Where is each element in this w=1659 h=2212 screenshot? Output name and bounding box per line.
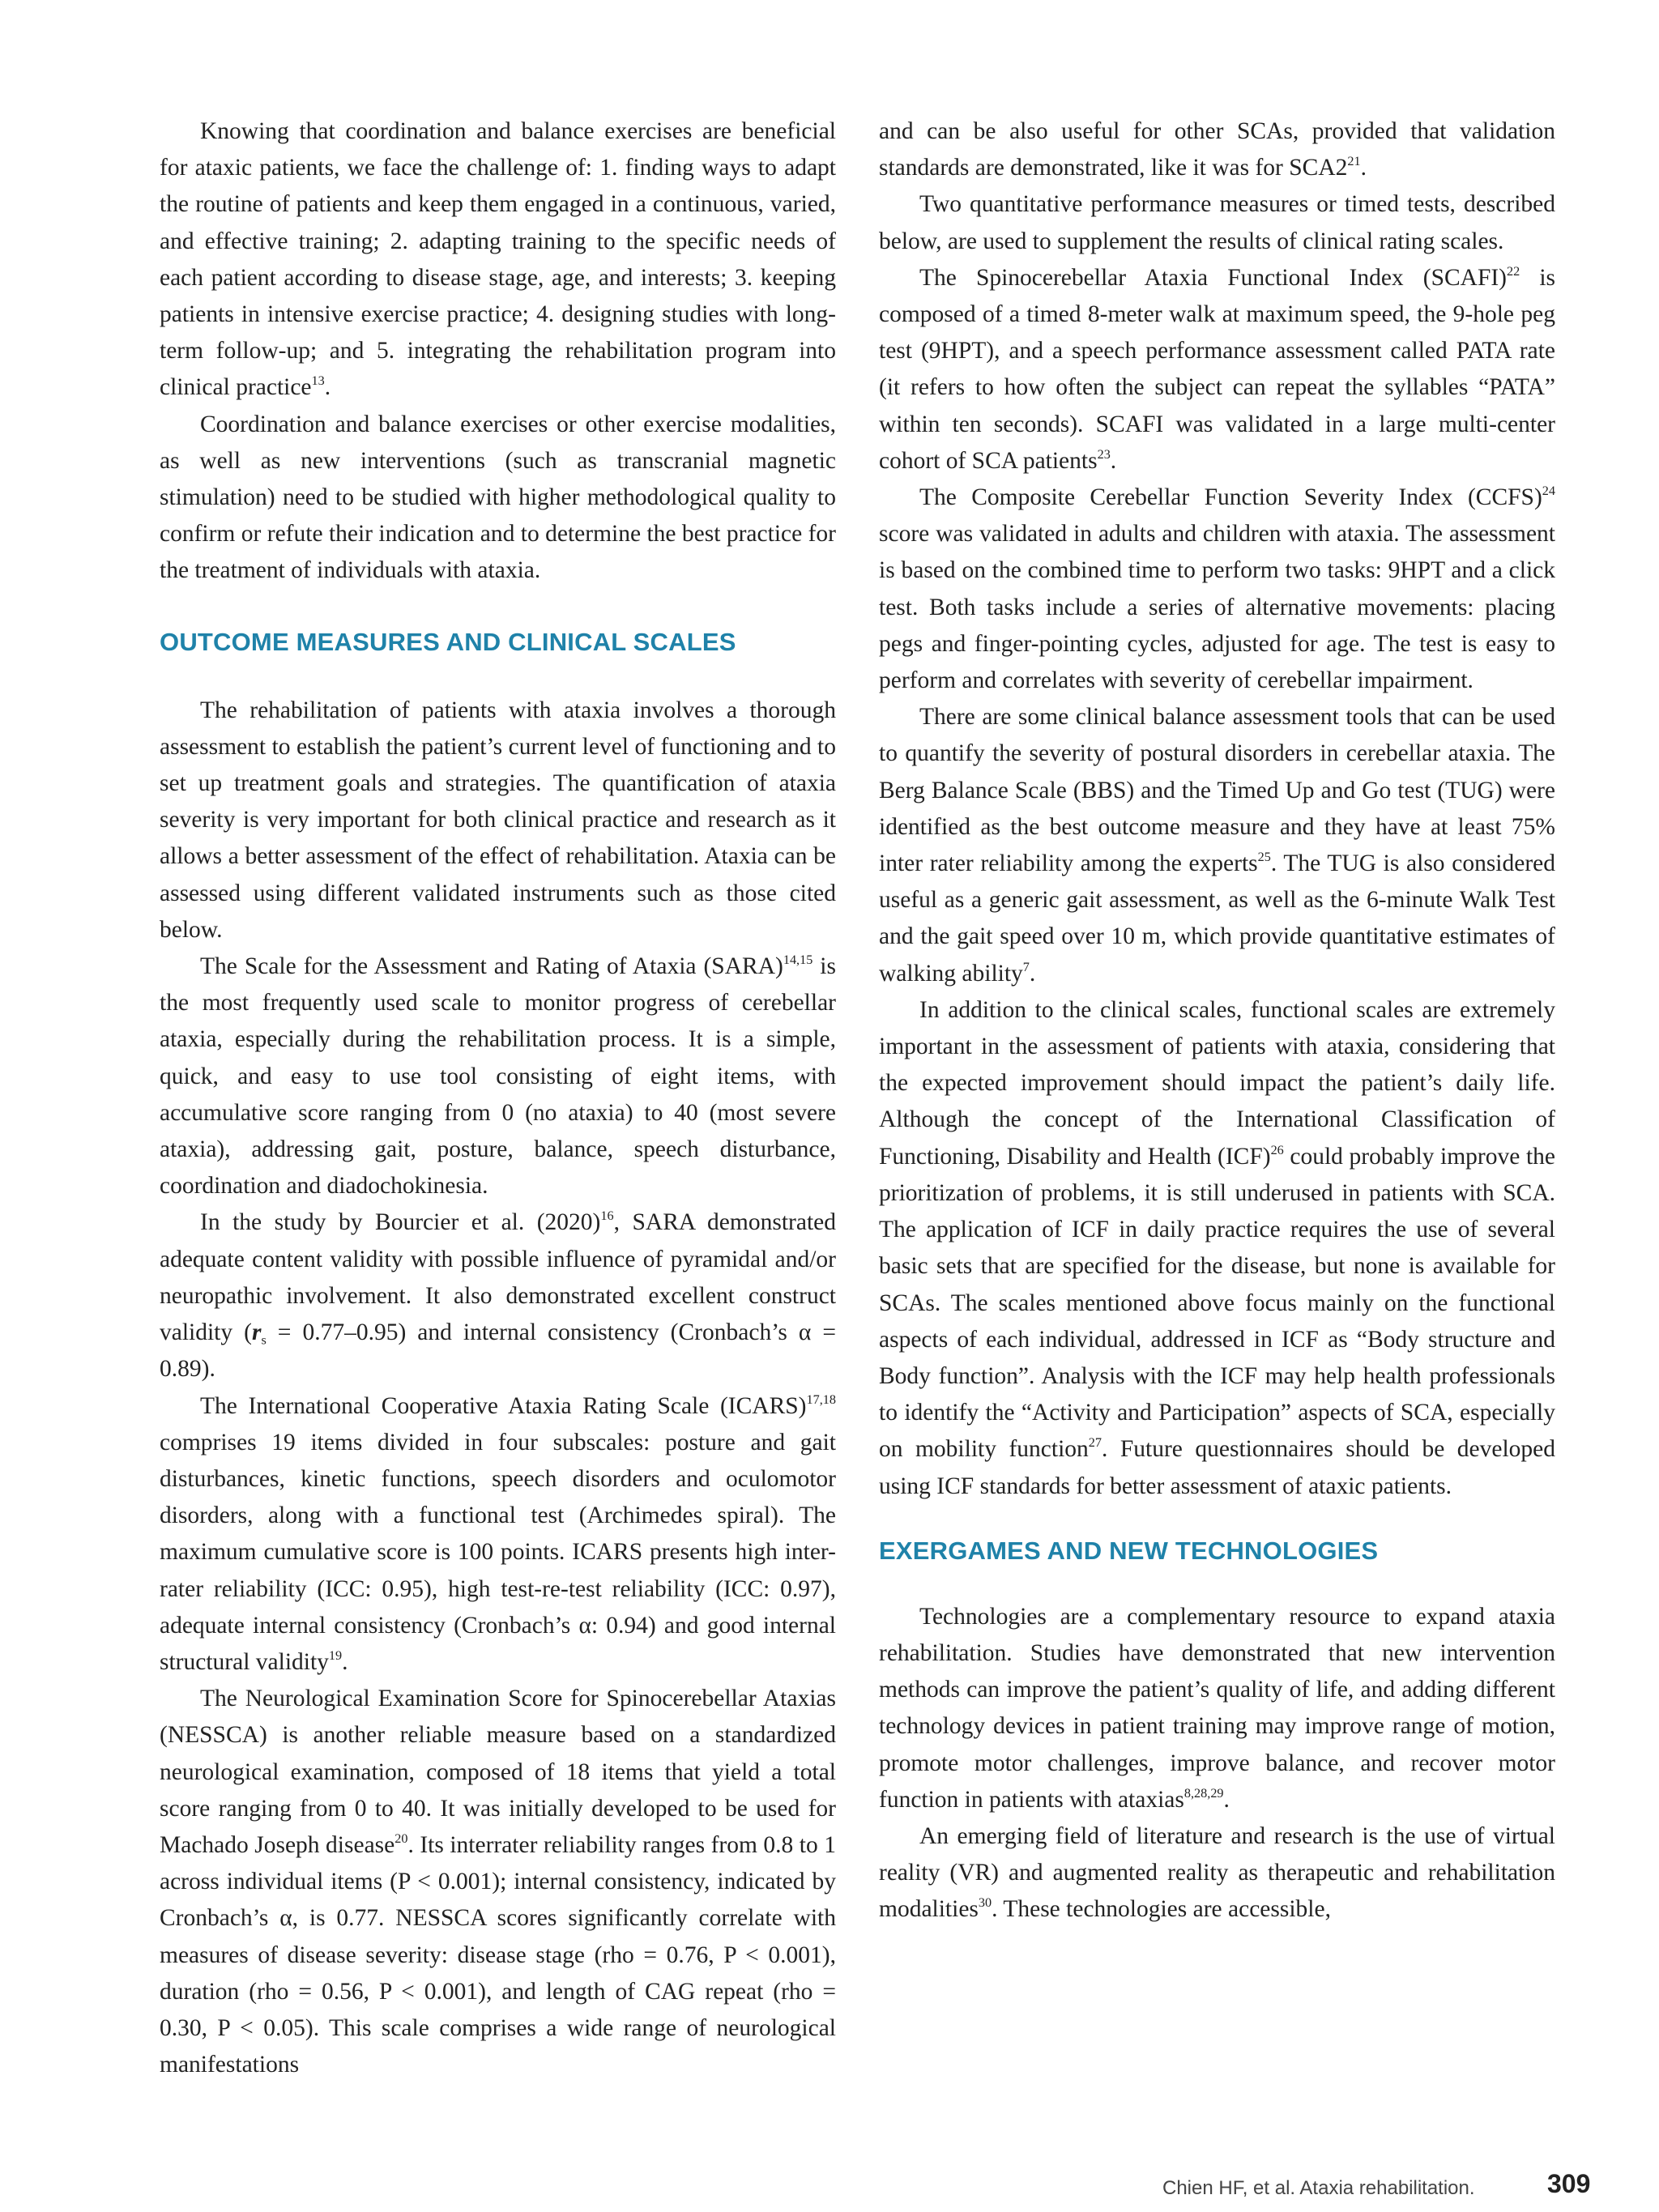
- reference: 22: [1507, 263, 1520, 279]
- paragraph: The Spinocerebellar Ataxia Functional Index (SCAFI)$^{22}$ is composed of a timed 8-meter walk at maximum speed, the 9-hole peg test (9HPT), and a speech performance assessment called PATA rate (it refers to how often the subject can repeat the syllables “PATA” within ten seconds). SCAFI was validated in a large multi-center cohort of SCA patients$^{23}$.: [879, 263, 1555, 474]
- paragraph: The rehabilitation of patients with ataxia involves a thorough assessment to establish the patient’s current level of functioning and to set up treatment goals and strategies. The quantification of ataxia severity is very important for both clinical practice and research as it allows a better assessment of the effect of rehabilitation. Ataxia can be assessed using different validated instruments such as those cited below.: [160, 697, 836, 943]
- paragraph: The Scale for the Assessment and Rating of Ataxia (SARA)$^{14,15}$ is the most frequently used scale to monitor progress of cerebellar ataxia, especially during the rehabilitation process. It is a simple, quick, and easy to use tool consisting of eight items, with accumulative score ranging from 0 (no ataxia) to 40 (most severe ataxia), addressing gait, posture, balance, speech disturbance, coordination and diadochokinesia.: [160, 952, 836, 1200]
- paragraph: Technologies are a complementary resource to expand ataxia rehabilitation. Studies have demonstrated that new intervention methods can improve the patient’s quality of life, and adding different technology devices in patient training may improve range of motion, promote motor challenges, improve balance, and recover motor function in patients with ataxias$^{8,28,29}$.: [879, 1603, 1555, 1813]
- reference: 21: [1347, 154, 1361, 169]
- reference: 24: [1542, 483, 1555, 498]
- reference: 8,28,29: [1183, 1785, 1224, 1801]
- paragraph: An emerging field of literature and research is the use of virtual reality (VR) and augmented reality as therapeutic and rehabilitation modalities$^{30}$. These technologies are accessible,: [879, 1822, 1555, 1923]
- reference: 19: [328, 1647, 343, 1663]
- reference: 20: [394, 1831, 408, 1846]
- paragraph: In the study by Bourcier et al. $(2020)^{16}$, SARA demonstrated adequate content validity with possible influence of pyramidal and/or neuropathic involvement. It also demonstrated excellent construct validity $(r_s = 0.77-0.95)$ and internal consistency (Cronbach’s α = 0.89).: [160, 1208, 836, 1383]
- section-heading: OUTCOME MEASURES AND CLINICAL SCALES: [160, 627, 736, 656]
- reference: 14,15: [783, 952, 813, 967]
- paragraph: In addition to the clinical scales, functional scales are extremely important in the assessment of patients with ataxia, considering that the expected improvement should impact the patient’s daily life. Although the concept of the International Classification of Functioning, Disability and Health (ICF)$^{26}$ could probably improve the prioritization of problems, it is still underused in patients with SCA. The application of ICF in daily practice requires the use of several basic sets that are specified for the disease, but none is available for SCAs. The scales mentioned above focus mainly on the functional aspects of each individual, addressed in ICF as “Body structure and Body function”. Analysis with the ICF may help health professionals to identify the “Activity and Participation” aspects of SCA, especially on mobility function$^{27}$. Future questionnaires should be developed using ICF standards for better assessment of ataxic patients.: [879, 996, 1555, 1499]
- paragraph: The International Cooperative Ataxia Rating Scale (ICARS)$^{17,18}$ comprises 19 items divided in four subscales: posture and gait disturbances, kinetic functions, speech disorders and oculomotor disorders, along with a functional test (Archimedes spiral). The maximum cumulative score is 100 points. ICARS presents high inter-rater reliability (ICC: 0.95), high test-re-test reliability (ICC: 0.97), adequate internal consistency (Cronbach’s α: 0.94) and good internal structural validity$^{19}$.: [160, 1392, 836, 1675]
- reference: 16: [600, 1208, 614, 1224]
- right-column: [879, 113, 1555, 1929]
- section-heading: EXERGAMES AND NEW TECHNOLOGIES: [879, 1536, 1379, 1565]
- paragraph: The Composite Cerebellar Function Severity Index (CCFS)$^{24}$ score was validated in adults and children with ataxia. The assessment is based on the combined time to perform two tasks: 9HPT and a click test. Both tasks include a series of alternative movements: placing pegs and finger-pointing cycles, adjusted for age. The test is easy to perform and correlates with severity of cerebellar impairment.: [879, 483, 1555, 694]
- paragraph: The Neurological Examination Score for Spinocerebellar Ataxias (NESSCA) is another reliable measure based on a standardized neurological examination, composed of 18 items that yield a total score ranging from 0 to 40. It was initially developed to be used for Machado Joseph disease$^{20}$. Its interrater reliability ranges from 0.8 to 1 across individual items (P < 0.001); internal consistency, indicated by Cronbach’s α, is 0.77. NESSCA scores significantly correlate with measures of disease severity: disease stage (rho = 0.76, P < 0.001), duration (rho = 0.56, P < 0.001), and length of CAG repeat (rho = 0.30, P < 0.05). This scale comprises a wide range of neurological manifestations: [160, 1686, 836, 2078]
- paragraph: There are some clinical balance assessment tools that can be used to quantify the severity of postural disorders in cerebellar ataxia. The Berg Balance Scale (BBS) and the Timed Up and Go test (TUG) were identified as the best outcome measure and they have at least 75% inter rater reliability among the experts$^{25}$. The TUG is also considered useful as a generic gait assessment, as well as the 6-minute Walk Test and the gait speed over 10 m, which provide quantitative estimates of walking ability$^7$.: [879, 704, 1556, 987]
- reference: 30: [978, 1895, 992, 1911]
- reference: 13: [311, 373, 325, 389]
- paragraph: and can be also useful for other SCAs, provided that validation standards are demonstrated, like it was for $SCA2^{21}$.: [879, 118, 1555, 181]
- reference: 27: [1088, 1435, 1102, 1451]
- page-number: 309: [1547, 2169, 1591, 2198]
- reference: 23: [1097, 446, 1111, 462]
- paragraph: Two quantitative performance measures or timed tests, described below, are used to supplement the results of clinical rating scales.: [879, 191, 1555, 254]
- paragraph: Knowing that coordination and balance exercises are beneficial for ataxic patients, we face the challenge of: 1. finding ways to adapt the routine of patients and keep them engaged in a continuous, varied, and effective training; 2. adapting training to the specific needs of each patient according to disease stage, age, and interests; 3. keeping patients in intensive exercise practice; 4. designing studies with long-term follow-up; and 5. integrating the rehabilitation program into clinical practice$^{13}$.: [160, 118, 836, 401]
- footer-citation: Chien HF, et al. Ataxia rehabilitation.: [1162, 2177, 1475, 2199]
- paragraph: Coordination and balance exercises or other exercise modalities, as well as new interventions (such as transcranial magnetic stimulation) need to be studied with higher methodological quality to confirm or refute their indication and to determine the best practice for the treatment of individuals with ataxia.: [160, 411, 836, 584]
- left-column: [160, 113, 836, 2083]
- reference: 26: [1270, 1142, 1284, 1157]
- reference: 25: [1257, 849, 1271, 864]
- reference: 17,18: [806, 1392, 836, 1407]
- reference: 7: [1022, 959, 1030, 974]
